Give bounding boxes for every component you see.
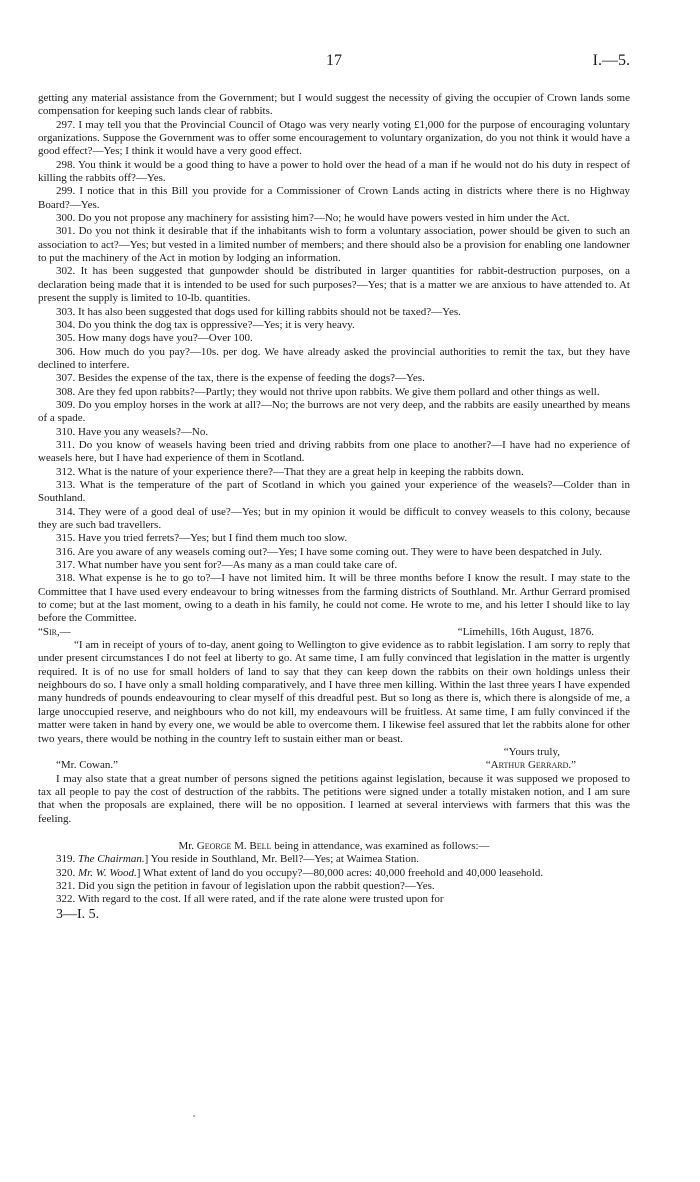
closing-statement: I may also state that a great number of persons signed the petitions against legislation, because it was supposed we proposed to tax all people to pay the cost of destruction of the rabbits. The petitions were signed under a totally mistaken notion, and I am sure that when the proposals are explained, there will be no opposition. I learned at several interviews with farmers that this was the feeling.: [38, 772, 630, 825]
question-312: 312. What is the nature of your experience there?—That they are a great help in keeping the rabbits down.: [56, 465, 524, 478]
question-303: 303. It has also been suggested that dogs used for killing rabbits should not be taxed?—Yes.: [56, 305, 461, 318]
question-309: 309. Do you employ horses in the work at all?—No; the burrows are not very deep, and the rabbits are easily unearthed by means of a spade.: [38, 398, 630, 425]
letter-signature: “Arthur Gerrard.”: [485, 759, 576, 772]
question-321: [38, 880, 630, 893]
gerrard-letter: [38, 626, 630, 773]
question-310: 310. Have you any weasels?—No.: [56, 425, 209, 438]
letter-header-row: [38, 626, 630, 639]
question-number: 322.: [56, 893, 78, 906]
letter-addressee: “Mr. Cowan.”: [56, 759, 119, 772]
question-319: [38, 853, 630, 866]
question-299: 299. I notice that in this Bill you provide for a Commissioner of Crown Lands acting in districts where there is no Highway Board?—Yes.: [38, 185, 630, 211]
speaker: Mr. W. Wood.: [78, 866, 137, 879]
question-322: [38, 893, 630, 906]
question-text: ] You reside in Southland, Mr. Bell?—Yes; at Waimea Station.: [144, 853, 419, 866]
question-text: Did you sign the petition in favour of legislation upon the rabbit question?—Yes.: [78, 879, 435, 892]
page-speck: [193, 1115, 195, 1117]
question-number: 319.: [56, 853, 78, 866]
question-306: 306. How much do you pay?—10s. per dog. We have already asked the provincial authorities to remit the tax, but they have declined to interfere.: [38, 345, 630, 371]
question-302: 302. It has been suggested that gunpowder should be distributed in larger quantities for rabbit-destruction purposes, on a declaration being made that it is intended to be used for such purposes?—Yes; that is a matter we are anxious to have attended to. At present the supply is limited to 10-lb. quantities.: [38, 265, 630, 305]
witness-heading-suffix: being in attendance, was examined as follows:—: [271, 839, 490, 852]
speaker: The Chairman.: [78, 853, 145, 866]
question-297: 297. I may tell you that the Provincial Council of Otago was very nearly voting £1,000 for the purpose of encouraging voluntary organizations. Suppose the Government was to offer some encouragement to voluntary organization, do you not think it would have a good effect?—Yes; I think it would have a very good effect.: [38, 118, 630, 158]
question-320: [38, 867, 630, 880]
question-317: 317. What number have you sent for?—As many as a man could take care of.: [56, 559, 398, 572]
question-315: 315. Have you tried ferrets?—Yes; but I find them much too slow.: [56, 532, 348, 545]
letter-closing: “Yours truly,: [503, 745, 560, 758]
question-311: 311. Do you know of weasels having been tried and driving rabbits from one place to another?—I have had no experience of weasels here, but I have had experience of them in Scotland.: [38, 438, 630, 465]
question-number: 320.: [56, 866, 78, 879]
letter-dateline: “Limehills, 16th August, 1876.: [457, 625, 594, 638]
question-316: 316. Are you aware of any weasels coming out?—Yes; I have some coming out. They were to have been despatched in July.: [56, 545, 602, 558]
page-number: 17: [326, 52, 342, 69]
page-header: [38, 52, 630, 76]
question-307: 307. Besides the expense of the tax, there is the expense of feeding the dogs?—Yes.: [56, 372, 425, 385]
witness-name: George M. Bell: [196, 839, 272, 852]
letter-salutation: “Sir,—: [38, 625, 71, 638]
question-314: 314. They were of a good deal of use?—Yes; but in my opinion it would be difficult to convey weasels to this colony, because they are such bad travellers.: [38, 505, 630, 531]
document-reference: I.—5.: [592, 52, 630, 69]
question-304: 304. Do you think the dog tax is oppressive?—Yes; it is very heavy.: [56, 318, 355, 331]
question-298: 298. You think it would be a good thing to have a power to hold over the head of a man if he would not do his duty in respect of killing the rabbits off?—Yes.: [38, 158, 630, 185]
signature-mark: 3—I. 5.: [56, 906, 100, 922]
question-301: 301. Do you not think it desirable that if the inhabitants wish to form a voluntary association, power should be given to such an association to act?—Yes; but vested in a limited number of members; and there should also be a provision for enabling one landowner to put the machinery of the Act in motion by lodging an information.: [38, 225, 630, 265]
question-text: With regard to the cost. If all were rated, and if the rate alone were trusted upon for: [77, 893, 444, 906]
question-300: 300. Do you not propose any machinery for assisting him?—No; he would have powers vested in him under the Act.: [56, 212, 570, 225]
witness-heading-prefix: Mr.: [178, 839, 197, 852]
witness-heading: [38, 840, 630, 853]
question-313: 313. What is the temperature of the part of Scotland in which you gained your experience of the weasels?—Colder than in Southland.: [38, 478, 630, 505]
paragraph: getting any material assistance from the Government; but I would suggest the necessity of giving the occupier of Crown lands some compensation for keeping such lands clear of rabbits.: [38, 92, 630, 118]
question-308: 308. Are they fed upon rabbits?—Partly; they would not thrive upon rabbits. We give them pollard and other things as well.: [56, 385, 600, 398]
question-305: 305. How many dogs have you?—Over 100.: [56, 332, 253, 345]
question-text: ] What extent of land do you occupy?—80,000 acres: 40,000 freehold and 40,000 leasehold.: [136, 866, 544, 879]
letter-body: “I am in receipt of yours of to-day, anent going to Wellington to give evidence as to rabbit legislation. I am sorry to reply that under present circumstances I do not feel at liberty to go. At same time, I am fully convinced that legislation in the matter is urgently required. It is of no use for small holders of land to say that they can keep down the rabbits on their own holdings unless their neighbours do so. I have only a small holding comparatively, and I have three men killing. Within the last three years I have expended many hundreds of pounds endeavouring to clear myself of this dreadful pest. But so long as there is, which there is alongside of me, a large unoccupied reserve, and neighbours who do not kill, my endeavours will be fruitless. At same time, I am fully convinced if the matter were taken in hand by every one, we would be able to overcome them. I likewise feel assured that let the rabbits alone for other two years, there would be nothing in the country left to sustain either man or beast.: [38, 639, 630, 745]
question-number: 321.: [56, 879, 78, 892]
letter-closing-row: [38, 746, 630, 759]
body-text: [38, 92, 630, 922]
question-318: 318. What expense is he to go to?—I have not limited him. It will be three months before I know the result. I may state to the Committee that I have used every endeavour to bring witnesses from the farming districts of Southland. Mr. Arthur Gerrard promised to come; but at the last moment, owing to a death in his family, he could not come. He wrote to me, and his letter I should like to lay before the Committee.: [38, 572, 630, 625]
letter-signature-row: [38, 759, 630, 772]
document-page: [38, 52, 630, 922]
